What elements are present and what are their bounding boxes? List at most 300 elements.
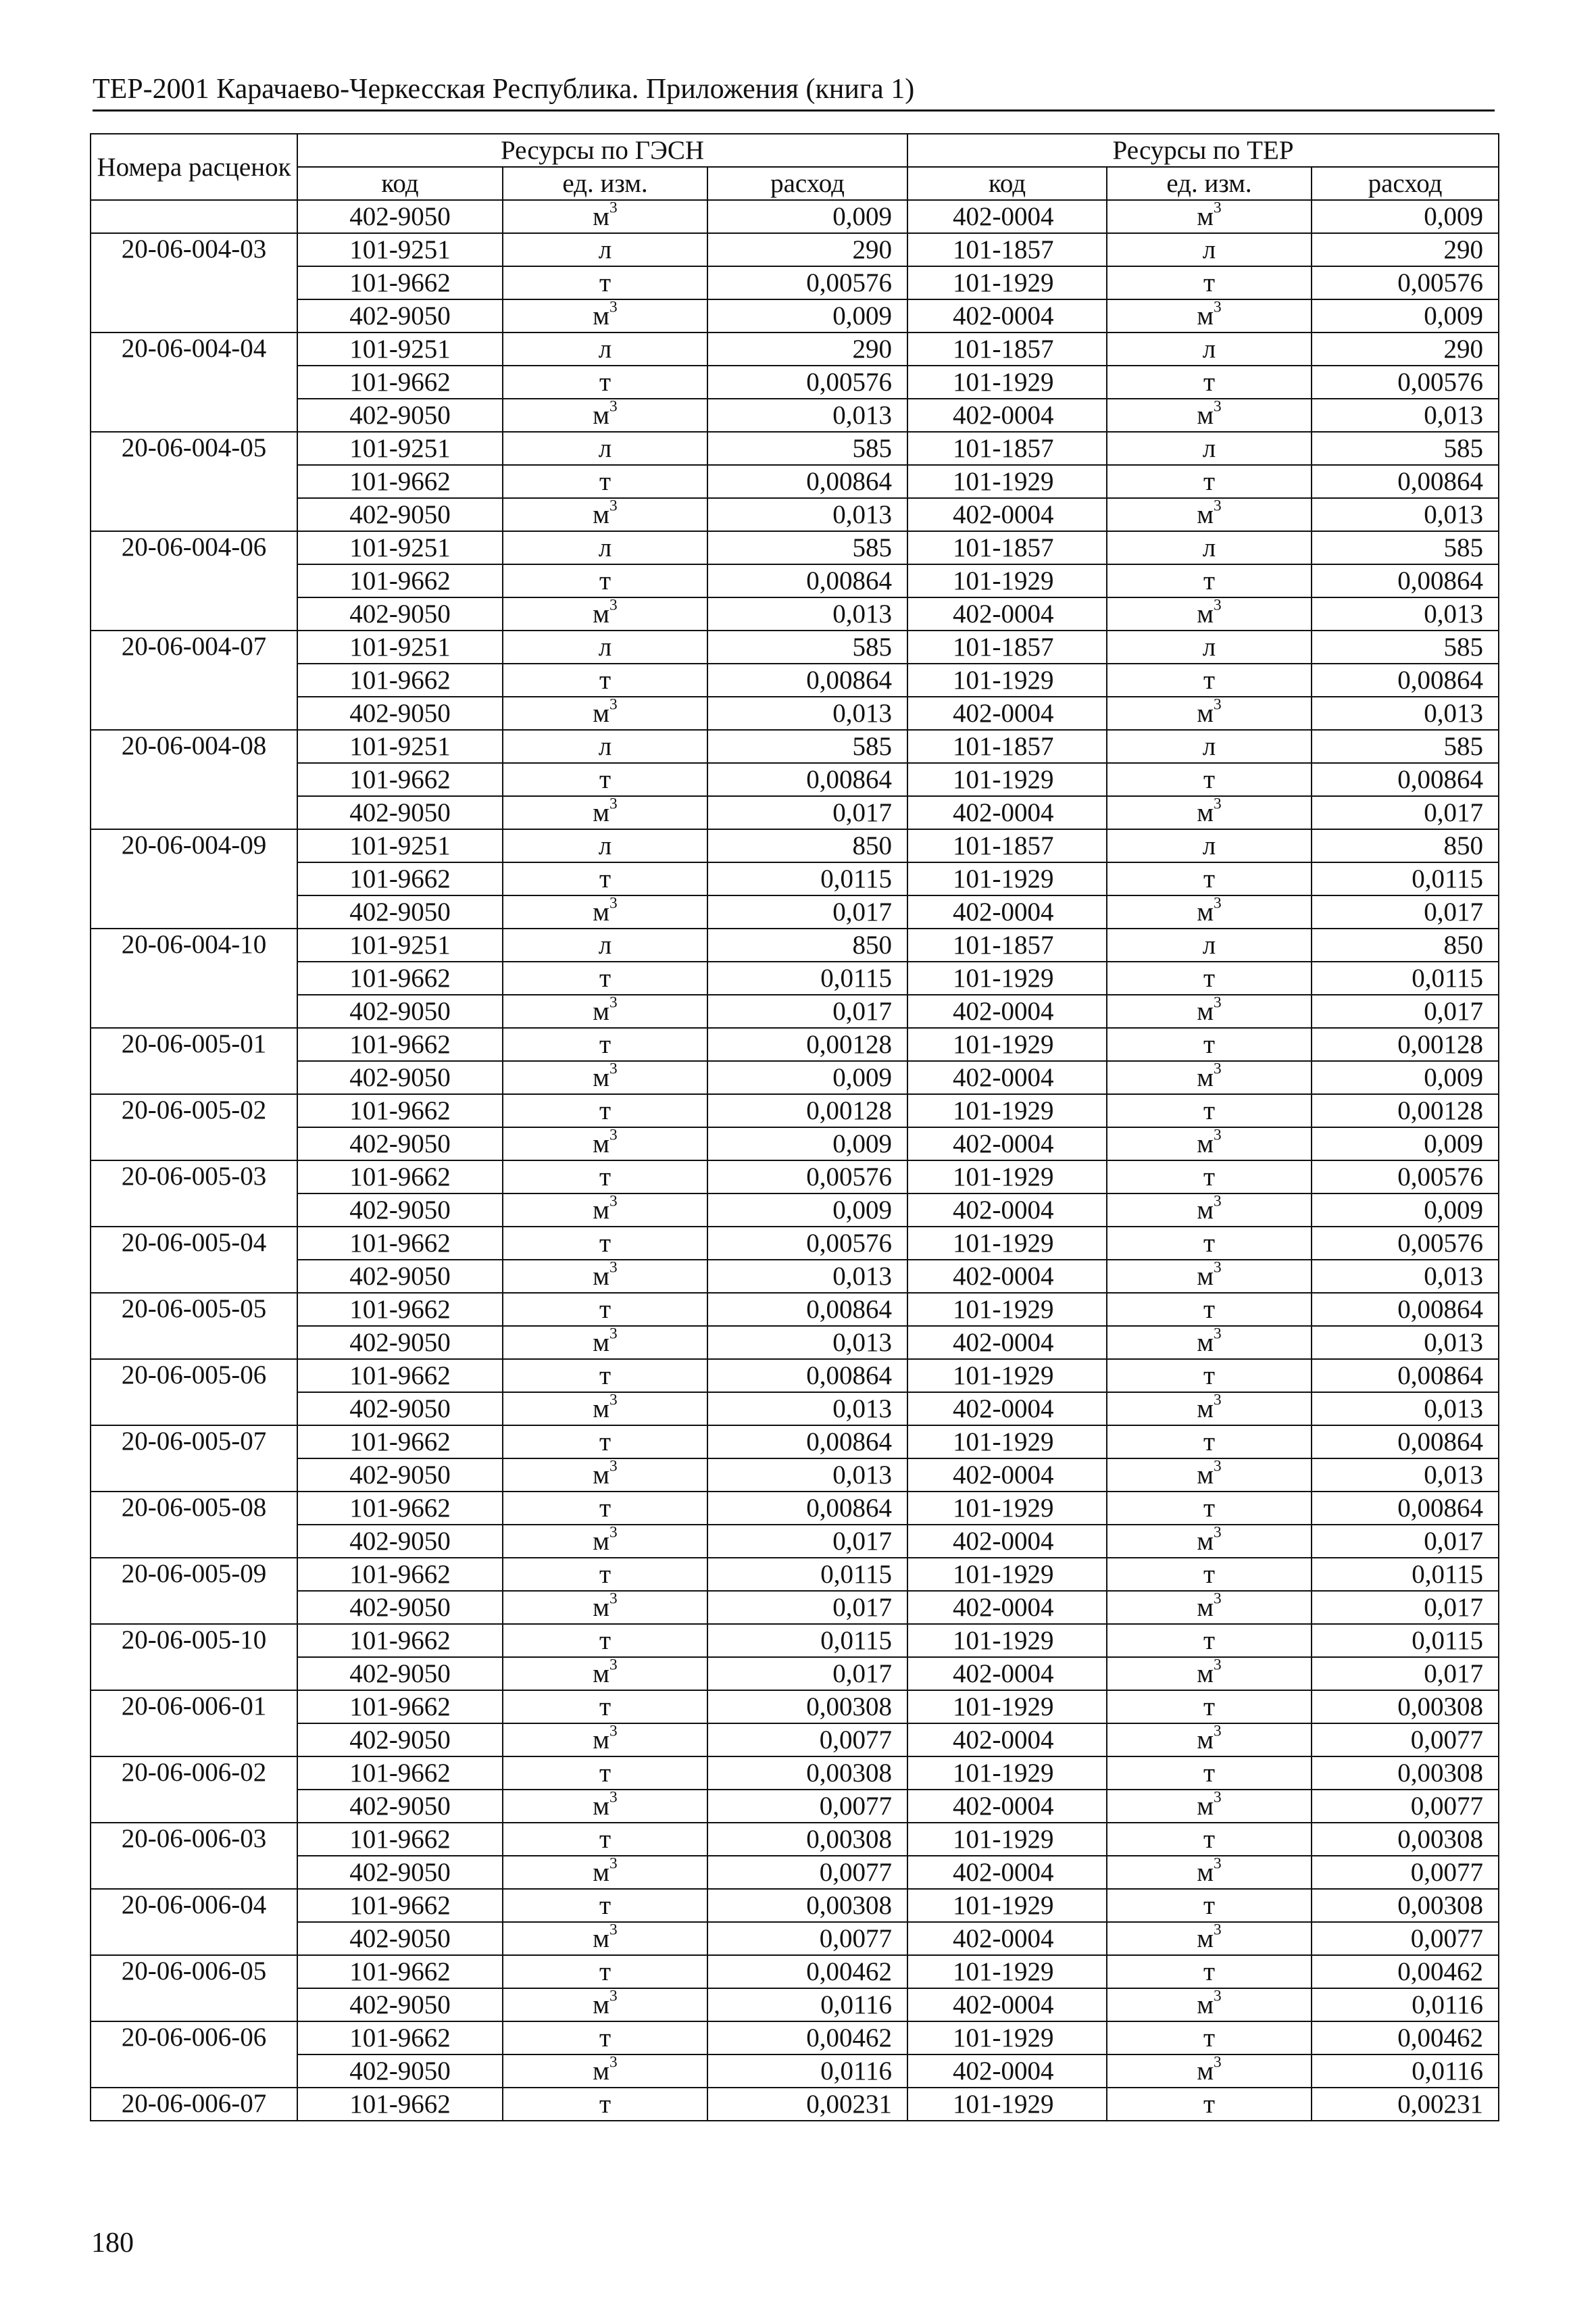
rate-number-cell: 20-06-005-01 [91,1028,297,1094]
ter-amount-cell: 850 [1312,829,1499,862]
gesn-unit-cell [503,829,707,862]
unit-text: т [1203,1560,1216,1589]
unit-text: л [598,235,612,264]
unit-text: т [599,1758,612,1788]
unit-exponent: 3 [609,895,618,912]
ter-unit-cell [1107,266,1312,299]
unit-exponent: 3 [1214,995,1222,1012]
gesn-amount-cell: 0,00308 [707,1690,907,1723]
unit-exponent: 3 [609,995,618,1012]
ter-code-cell: 402-0004 [907,1856,1107,1889]
ter-unit-cell [1107,1458,1312,1492]
gesn-amount-cell: 0,00864 [707,1359,907,1392]
ter-amount-cell: 0,017 [1312,796,1499,829]
table-row [91,1094,1499,1127]
unit-text: т [599,1162,612,1191]
ter-amount-cell: 0,00864 [1312,1293,1499,1326]
unit-text: т [1203,2023,1216,2052]
table-row [91,531,1499,564]
gesn-unit-cell [503,1922,707,1955]
ter-code-cell: 402-0004 [907,697,1107,730]
unit-exponent: 3 [609,1392,618,1409]
unit-exponent: 3 [609,1458,618,1475]
unit-exponent: 3 [1214,597,1222,614]
gesn-amount-cell: 0,0116 [707,2054,907,2088]
unit-exponent: 3 [609,200,618,217]
unit-text: м [1197,1659,1214,1688]
gesn-code-cell: 101-9251 [297,432,503,465]
ter-amount-cell: 0,00576 [1312,366,1499,399]
table-row [91,1856,1499,1889]
table-row [91,1790,1499,1823]
table-body [91,200,1499,2121]
gesn-unit-cell [503,1624,707,1657]
ter-unit-header: ед. изм. [1107,167,1312,200]
gesn-code-cell: 402-9050 [297,399,503,432]
ter-code-cell: 101-1929 [907,1293,1107,1326]
unit-exponent: 3 [609,1922,618,1939]
ter-amount-cell: 0,017 [1312,995,1499,1028]
ter-code-cell: 101-1929 [907,763,1107,796]
gesn-amount-cell: 0,017 [707,895,907,929]
unit-text: м [1197,1262,1214,1291]
gesn-unit-cell [503,531,707,564]
ter-amount-cell: 0,00864 [1312,1359,1499,1392]
unit-text: м [1197,699,1214,728]
ter-amount-cell: 585 [1312,631,1499,664]
unit-text: м [593,301,609,330]
ter-amount-cell: 0,0115 [1312,962,1499,995]
unit-text: м [593,1196,609,1225]
gesn-code-cell: 402-9050 [297,1723,503,1756]
ter-amount-cell: 0,013 [1312,1326,1499,1359]
unit-exponent: 3 [1214,1790,1222,1806]
ter-code-cell: 101-1857 [907,631,1107,664]
gesn-unit-cell [503,1988,707,2021]
ter-amount-cell: 0,00462 [1312,1955,1499,1988]
ter-code-cell: 101-1929 [907,962,1107,995]
unit-text: м [1197,897,1214,927]
unit-exponent: 3 [609,1988,618,2005]
ter-amount-cell: 0,00864 [1312,465,1499,498]
table-row [91,631,1499,664]
ter-unit-cell [1107,697,1312,730]
gesn-unit-cell [503,366,707,399]
unit-text: м [593,2057,609,2086]
table-row [91,399,1499,432]
ter-amount-cell: 0,013 [1312,597,1499,631]
gesn-unit-cell [503,498,707,531]
gesn-unit-cell [503,1856,707,1889]
unit-text: м [593,1659,609,1688]
ter-code-cell: 101-1929 [907,2088,1107,2121]
gesn-amount-cell: 0,0115 [707,962,907,995]
gesn-amount-cell: 0,017 [707,796,907,829]
ter-code-cell: 402-0004 [907,1193,1107,1227]
ter-code-cell: 402-0004 [907,597,1107,631]
gesn-amount-cell: 0,0077 [707,1856,907,1889]
ter-code-cell: 101-1857 [907,333,1107,366]
ter-unit-cell [1107,1823,1312,1856]
gesn-amount-cell: 0,013 [707,1392,907,1425]
gesn-unit-cell [503,1790,707,1823]
table-row [91,995,1499,1028]
ter-code-cell: 402-0004 [907,498,1107,531]
ter-code-cell: 402-0004 [907,895,1107,929]
ter-code-cell: 402-0004 [907,1657,1107,1690]
ter-amount-cell: 0,00864 [1312,1425,1499,1458]
rate-number-cell: 20-06-004-09 [91,829,297,929]
table-row [91,1823,1499,1856]
gesn-code-cell: 101-9662 [297,1823,503,1856]
gesn-unit-cell [503,1326,707,1359]
gesn-amount-cell: 0,00864 [707,1425,907,1458]
gesn-code-cell: 101-9662 [297,1028,503,1061]
gesn-code-cell: 101-9251 [297,531,503,564]
rate-number-cell: 20-06-006-06 [91,2021,297,2088]
gesn-amount-cell: 0,00462 [707,2021,907,2054]
gesn-code-cell: 402-9050 [297,1127,503,1160]
unit-text: т [1203,268,1216,297]
ter-code-cell: 101-1929 [907,1756,1107,1790]
gesn-code-cell: 402-9050 [297,1326,503,1359]
ter-unit-cell [1107,1790,1312,1823]
gesn-code-cell: 402-9050 [297,1988,503,2021]
table-row [91,1955,1499,1988]
gesn-unit-cell [503,399,707,432]
unit-exponent: 3 [1214,1657,1222,1674]
unit-text: л [598,533,612,562]
ter-code-cell: 402-0004 [907,1591,1107,1624]
table-row [91,1492,1499,1525]
ter-unit-cell [1107,1260,1312,1293]
ter-code-cell: 101-1929 [907,1227,1107,1260]
unit-text: м [593,1063,609,1092]
unit-text: т [1203,1891,1216,1920]
ter-code-cell: 101-1857 [907,432,1107,465]
ter-unit-cell [1107,829,1312,862]
table-row [91,2054,1499,2088]
table-row [91,1690,1499,1723]
ter-unit-cell [1107,2021,1312,2054]
gesn-unit-cell [503,1193,707,1227]
ter-code-cell: 101-1929 [907,1160,1107,1193]
table-row [91,1525,1499,1558]
ter-unit-cell [1107,531,1312,564]
rate-number-header: Номера расценок [91,134,297,200]
unit-exponent: 3 [1214,2054,1222,2071]
gesn-code-cell: 101-9662 [297,1160,503,1193]
gesn-code-cell: 402-9050 [297,1061,503,1094]
ter-code-cell: 402-0004 [907,1326,1107,1359]
ter-amount-cell: 0,009 [1312,1193,1499,1227]
unit-text: т [599,1957,612,1986]
ter-unit-cell [1107,1326,1312,1359]
unit-text: т [599,368,612,397]
unit-text: м [593,1527,609,1556]
gesn-code-cell: 402-9050 [297,1922,503,1955]
gesn-unit-cell [503,1425,707,1458]
gesn-unit-cell [503,1823,707,1856]
table-row [91,1458,1499,1492]
ter-code-cell: 402-0004 [907,1790,1107,1823]
unit-text: м [593,500,609,529]
gesn-amount-cell: 0,00864 [707,564,907,597]
table-row [91,1326,1499,1359]
ter-code-cell: 101-1857 [907,929,1107,962]
gesn-code-cell: 402-9050 [297,1856,503,1889]
gesn-unit-cell [503,233,707,266]
table-row [91,862,1499,895]
unit-exponent: 3 [609,1061,618,1078]
unit-text: м [593,997,609,1026]
unit-text: т [599,268,612,297]
unit-text: т [1203,1295,1216,1324]
rate-number-cell: 20-06-005-05 [91,1293,297,1359]
gesn-unit-cell [503,697,707,730]
unit-text: м [593,1593,609,1622]
gesn-code-cell: 101-9662 [297,2088,503,2121]
ter-code-cell: 101-1857 [907,829,1107,862]
gesn-code-cell: 101-9662 [297,664,503,697]
rate-number-cell: 20-06-005-06 [91,1359,297,1425]
unit-text: м [593,798,609,827]
unit-text: т [599,1494,612,1523]
table-row [91,1624,1499,1657]
ter-amount-cell: 0,0116 [1312,1988,1499,2021]
ter-unit-cell [1107,1723,1312,1756]
ter-unit-cell [1107,1558,1312,1591]
gesn-amount-cell: 0,013 [707,1458,907,1492]
unit-exponent: 3 [609,1723,618,1740]
ter-amount-cell: 290 [1312,333,1499,366]
ter-unit-cell [1107,1193,1312,1227]
gesn-amount-cell: 850 [707,929,907,962]
ter-amount-cell: 0,00231 [1312,2088,1499,2121]
ter-code-cell: 101-1929 [907,1690,1107,1723]
unit-text: л [1202,831,1216,860]
gesn-unit-cell [503,1955,707,1988]
ter-code-cell: 402-0004 [907,1260,1107,1293]
unit-text: т [1203,1162,1216,1191]
unit-text: м [593,202,609,231]
ter-unit-cell [1107,465,1312,498]
unit-text: т [1203,1825,1216,1854]
ter-unit-cell [1107,2054,1312,2088]
ter-amount-cell: 0,013 [1312,498,1499,531]
gesn-code-header: код [297,167,503,200]
unit-text: т [599,1229,612,1258]
unit-text: м [1197,202,1214,231]
table-row [91,1293,1499,1326]
unit-text: м [1197,1394,1214,1423]
gesn-code-cell: 101-9251 [297,829,503,862]
gesn-unit-cell [503,1591,707,1624]
unit-text: т [599,1030,612,1059]
ter-amount-cell: 0,0077 [1312,1922,1499,1955]
unit-text: т [1203,2090,1216,2119]
ter-unit-cell [1107,1657,1312,1690]
unit-text: т [599,2023,612,2052]
gesn-amount-cell: 0,00576 [707,266,907,299]
gesn-unit-cell [503,200,707,233]
rate-number-cell: 20-06-006-03 [91,1823,297,1889]
unit-text: т [599,1626,612,1655]
ter-code-cell: 402-0004 [907,1723,1107,1756]
gesn-amount-cell: 0,009 [707,1061,907,1094]
gesn-amount-cell: 585 [707,631,907,664]
gesn-amount-cell: 0,00128 [707,1028,907,1061]
ter-code-cell: 101-1857 [907,531,1107,564]
rate-number-cell: 20-06-006-05 [91,1955,297,2021]
unit-text: т [599,1891,612,1920]
unit-text: л [598,732,612,761]
rate-number-cell [91,200,297,233]
gesn-amount-cell: 0,013 [707,697,907,730]
page-number: 180 [91,2227,134,2259]
ter-amount-header: расход [1312,167,1499,200]
ter-unit-cell [1107,1425,1312,1458]
ter-code-cell: 402-0004 [907,2054,1107,2088]
unit-exponent: 3 [1214,895,1222,912]
ter-code-cell: 101-1929 [907,366,1107,399]
unit-text: т [599,1560,612,1589]
ter-unit-cell [1107,763,1312,796]
ter-unit-cell [1107,1392,1312,1425]
ter-amount-cell: 0,013 [1312,697,1499,730]
ter-amount-cell: 0,00864 [1312,1492,1499,1525]
unit-text: м [593,1792,609,1821]
ter-code-header: код [907,167,1107,200]
gesn-unit-cell [503,1260,707,1293]
gesn-amount-cell: 0,009 [707,200,907,233]
unit-text: л [1202,931,1216,960]
gesn-code-cell: 101-9662 [297,1425,503,1458]
gesn-code-cell: 101-9662 [297,962,503,995]
ter-code-cell: 101-1857 [907,233,1107,266]
unit-text: т [1203,1494,1216,1523]
rate-number-cell: 20-06-004-10 [91,929,297,1028]
table-row [91,564,1499,597]
ter-unit-cell [1107,664,1312,697]
rate-number-cell: 20-06-004-07 [91,631,297,730]
ter-code-cell: 101-1929 [907,862,1107,895]
ter-unit-cell [1107,333,1312,366]
unit-text: т [599,1361,612,1390]
table-row [91,1657,1499,1690]
table-row [91,929,1499,962]
gesn-code-cell: 101-9662 [297,1094,503,1127]
gesn-code-cell: 101-9662 [297,1756,503,1790]
ter-code-cell: 101-1857 [907,730,1107,763]
ter-unit-cell [1107,1591,1312,1624]
rate-number-cell: 20-06-004-04 [91,333,297,432]
unit-text: л [1202,335,1216,364]
gesn-unit-cell [503,1160,707,1193]
unit-text: м [593,1858,609,1887]
gesn-unit-cell [503,1525,707,1558]
table-row [91,1889,1499,1922]
rate-number-cell: 20-06-005-09 [91,1558,297,1624]
ter-code-cell: 101-1929 [907,664,1107,697]
ter-code-cell: 101-1929 [907,465,1107,498]
rate-number-cell: 20-06-005-08 [91,1492,297,1558]
unit-text: т [599,566,612,595]
unit-text: м [1197,1196,1214,1225]
ter-amount-cell: 0,009 [1312,1061,1499,1094]
gesn-amount-cell: 0,0077 [707,1790,907,1823]
table-row [91,1260,1499,1293]
unit-text: т [599,666,612,695]
ter-code-cell: 101-1929 [907,1624,1107,1657]
unit-text: т [599,1692,612,1721]
ter-amount-cell: 0,00308 [1312,1823,1499,1856]
gesn-code-cell: 402-9050 [297,1525,503,1558]
gesn-amount-cell: 0,013 [707,1326,907,1359]
unit-text: т [1203,1427,1216,1456]
gesn-unit-cell [503,1127,707,1160]
ter-code-cell: 402-0004 [907,299,1107,333]
gesn-amount-header: расход [707,167,907,200]
unit-exponent: 3 [609,1525,618,1542]
ter-unit-cell [1107,1293,1312,1326]
gesn-code-cell: 402-9050 [297,1193,503,1227]
ter-resources-header: Ресурсы по ТЕР [907,134,1499,167]
table-row [91,763,1499,796]
unit-text: м [593,897,609,927]
ter-amount-cell: 290 [1312,233,1499,266]
gesn-unit-cell [503,2088,707,2121]
ter-code-cell: 402-0004 [907,399,1107,432]
ter-code-cell: 101-1929 [907,1492,1107,1525]
ter-unit-cell [1107,1160,1312,1193]
unit-text: м [1197,1063,1214,1092]
unit-text: т [1203,1096,1216,1125]
unit-text: м [1197,1460,1214,1490]
unit-text: м [593,1924,609,1953]
unit-exponent: 3 [609,597,618,614]
ter-amount-cell: 0,013 [1312,399,1499,432]
unit-text: л [598,633,612,662]
gesn-amount-cell: 0,00231 [707,2088,907,2121]
gesn-code-cell: 402-9050 [297,1591,503,1624]
table-header [91,134,1499,200]
unit-text: т [1203,467,1216,496]
gesn-amount-cell: 0,013 [707,597,907,631]
gesn-code-cell: 101-9662 [297,1955,503,1988]
ter-unit-cell [1107,631,1312,664]
unit-exponent: 3 [609,1657,618,1674]
gesn-unit-cell [503,564,707,597]
unit-text: т [1203,1692,1216,1721]
ter-amount-cell: 0,00308 [1312,1889,1499,1922]
unit-text: м [593,1990,609,2019]
ter-code-cell: 402-0004 [907,1922,1107,1955]
table-row [91,1227,1499,1260]
table-row [91,366,1499,399]
ter-unit-cell [1107,1756,1312,1790]
unit-text: т [1203,566,1216,595]
ter-unit-cell [1107,1889,1312,1922]
gesn-code-cell: 402-9050 [297,1790,503,1823]
rate-number-cell: 20-06-004-06 [91,531,297,631]
gesn-unit-header: ед. изм. [503,167,707,200]
unit-exponent: 3 [609,299,618,316]
ter-amount-cell: 0,0077 [1312,1723,1499,1756]
table-row [91,1558,1499,1591]
ter-unit-cell [1107,1094,1312,1127]
gesn-unit-cell [503,862,707,895]
